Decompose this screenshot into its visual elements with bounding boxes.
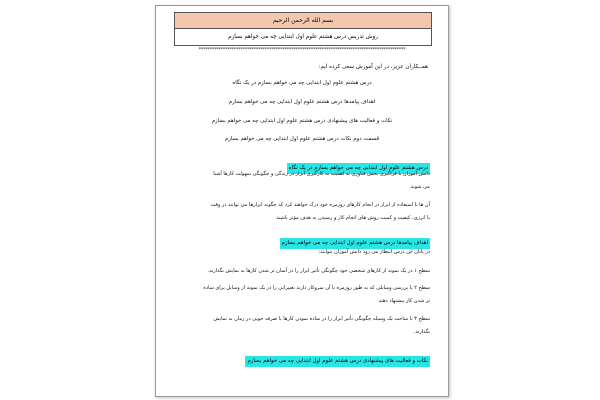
document-title: روش تدریس درس هشتم علوم اول ابتدایی چه می خواهم بسازم (175, 29, 431, 45)
paragraph-line: دانش آموزان با فراگیری بخش فناوری به اهمیت به کارگیری ابزار در زندگی و چگونگی سهولت کارها آشنا (213, 171, 430, 177)
section-heading (174, 347, 430, 364)
section-heading-text: اهداف پیامدها درس هشتم علوم اول ابتدایی چه می خواهم بسازم (280, 238, 430, 249)
toc-item: اهداف پیامدها درس هشتم علوم اول ابتدایی چه می خواهم بسازم (228, 99, 376, 105)
bismillah-cell: بسم الله الرحمن الرحیم (175, 13, 431, 29)
paragraph-line: می شوند. (409, 184, 430, 190)
document-page (155, 5, 449, 397)
toc-item: درس هشتم علوم اول ابتدایی چه می خواهم بسازم در یک نگاه (232, 80, 372, 86)
star-separator: ********************************************************************************************** (198, 47, 406, 53)
paragraph-line: در پایان این درس انتظار می رود دانش آموزان بتوانند: (318, 249, 430, 255)
section-heading-text: درس هشتم علوم اول ابتدایی چه می خواهم بسازم در یک نگاه (287, 163, 430, 174)
paragraph-line: بگذارند. (413, 329, 430, 335)
paragraph-line: آن ها با استفاده از ابزار در انجام کارهای روزمره خود درک خواهند کرد که چگونه ابزارها می توانند در وقت (210, 202, 430, 208)
toc-item: قسمت دوم نکات درس هشتم علوم اول ابتدایی چه می خواهم بسازم (224, 136, 380, 142)
header-table (174, 12, 432, 46)
paragraph-line: سطح ۱ در یک نمونه از کارهای شخصی خود چگونگی تأثیر ابزار را در آسان تر شدن کارها به نمایش بگذارند. (207, 268, 430, 274)
section-heading-text: نکات و فعالیت های پیشنهادی درس هشتم علوم اول ابتدایی چه می خواهم بسازم (245, 356, 430, 367)
paragraph-line: تر شدن کار پیشنهاد دهند. (377, 298, 430, 304)
section-heading (174, 154, 430, 171)
section-heading (174, 229, 430, 246)
paragraph-line: یا انرژی، کیفیت و کمیت روش های انجام کار و رسیدن به هدف مؤثر باشند. (274, 215, 430, 221)
intro-text: همــکاران عزیز، در این آموزش سعی کرده ایم: (318, 64, 428, 70)
paragraph-line: سطح ۲ با بررسی وسایلی که به طور روزمره با آن سروکار دارند تغییراتی را در یک نمونه از وسایل برای ساده (203, 285, 430, 291)
toc-item: نکات و فعالیت های پیشنهادی درس هشتم علوم اول ابتدایی چه می خواهم بسازم (211, 118, 393, 124)
paragraph-line: سطح ۳ با ساخت یک وسیله چگونگی تأثیر ابزار را در ساده نمودن کارها با صرفه جویی در زمان به نمایش (213, 316, 430, 322)
